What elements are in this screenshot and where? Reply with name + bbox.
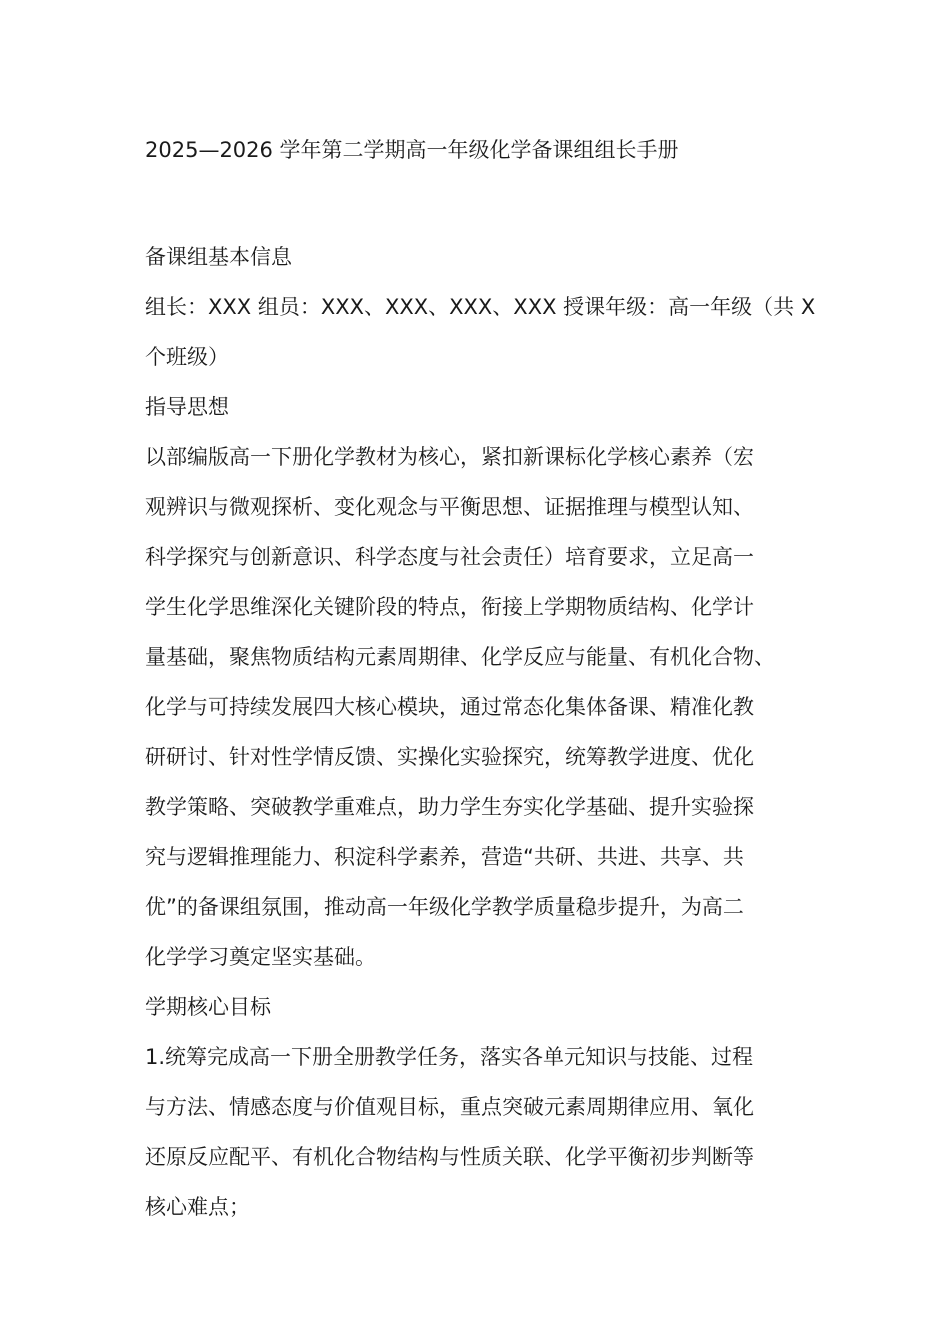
guiding-thought-line: 化学学习奠定坚实基础。 (145, 945, 376, 969)
section-heading-semester-goals: 学期核心目标 (145, 995, 271, 1019)
guiding-thought-line: 科学探究与创新意识、科学态度与社会责任）培育要求，立足高一 (145, 545, 754, 569)
basic-info-line: 个班级） (145, 345, 229, 369)
guiding-thought-line: 化学与可持续发展四大核心模块，通过常态化集体备课、精准化教 (145, 695, 754, 719)
document-body (145, 232, 825, 1232)
section-heading-basic-info: 备课组基本信息 (145, 245, 292, 269)
guiding-thought-line: 学生化学思维深化关键阶段的特点，衔接上学期物质结构、化学计 (145, 595, 754, 619)
semester-goals-line: 还原反应配平、有机化合物结构与性质关联、化学平衡初步判断等 (145, 1145, 754, 1169)
guiding-thought-line: 量基础，聚焦物质结构元素周期律、化学反应与能量、有机化合物、 (145, 645, 775, 669)
guiding-thought-line: 究与逻辑推理能力、积淀科学素养，营造“共研、共进、共享、共 (145, 845, 744, 869)
basic-info-line: 组长：XXX 组员：XXX、XXX、XXX、XXX 授课年级：高一年级（共 X (145, 295, 816, 319)
guiding-thought-line: 优”的备课组氛围，推动高一年级化学教学质量稳步提升，为高二 (145, 895, 744, 919)
guiding-thought-line: 以部编版高一下册化学教材为核心，紧扣新课标化学核心素养（宏 (145, 445, 754, 469)
document-title: 2025—2026 学年第二学期高一年级化学备课组组长手册 (145, 138, 679, 162)
guiding-thought-line: 观辨识与微观探析、变化观念与平衡思想、证据推理与模型认知、 (145, 495, 754, 519)
semester-goals-line: 核心难点； (145, 1195, 250, 1219)
guiding-thought-line: 教学策略、突破教学重难点，助力学生夯实化学基础、提升实验探 (145, 795, 754, 819)
semester-goals-line: 与方法、情感态度与价值观目标，重点突破元素周期律应用、氧化 (145, 1095, 754, 1119)
semester-goals-line: 1.统筹完成高一下册全册教学任务，落实各单元知识与技能、过程 (145, 1045, 754, 1069)
guiding-thought-line: 研研讨、针对性学情反馈、实操化实验探究，统筹教学进度、优化 (145, 745, 754, 769)
section-heading-guiding-thought: 指导思想 (145, 395, 229, 419)
